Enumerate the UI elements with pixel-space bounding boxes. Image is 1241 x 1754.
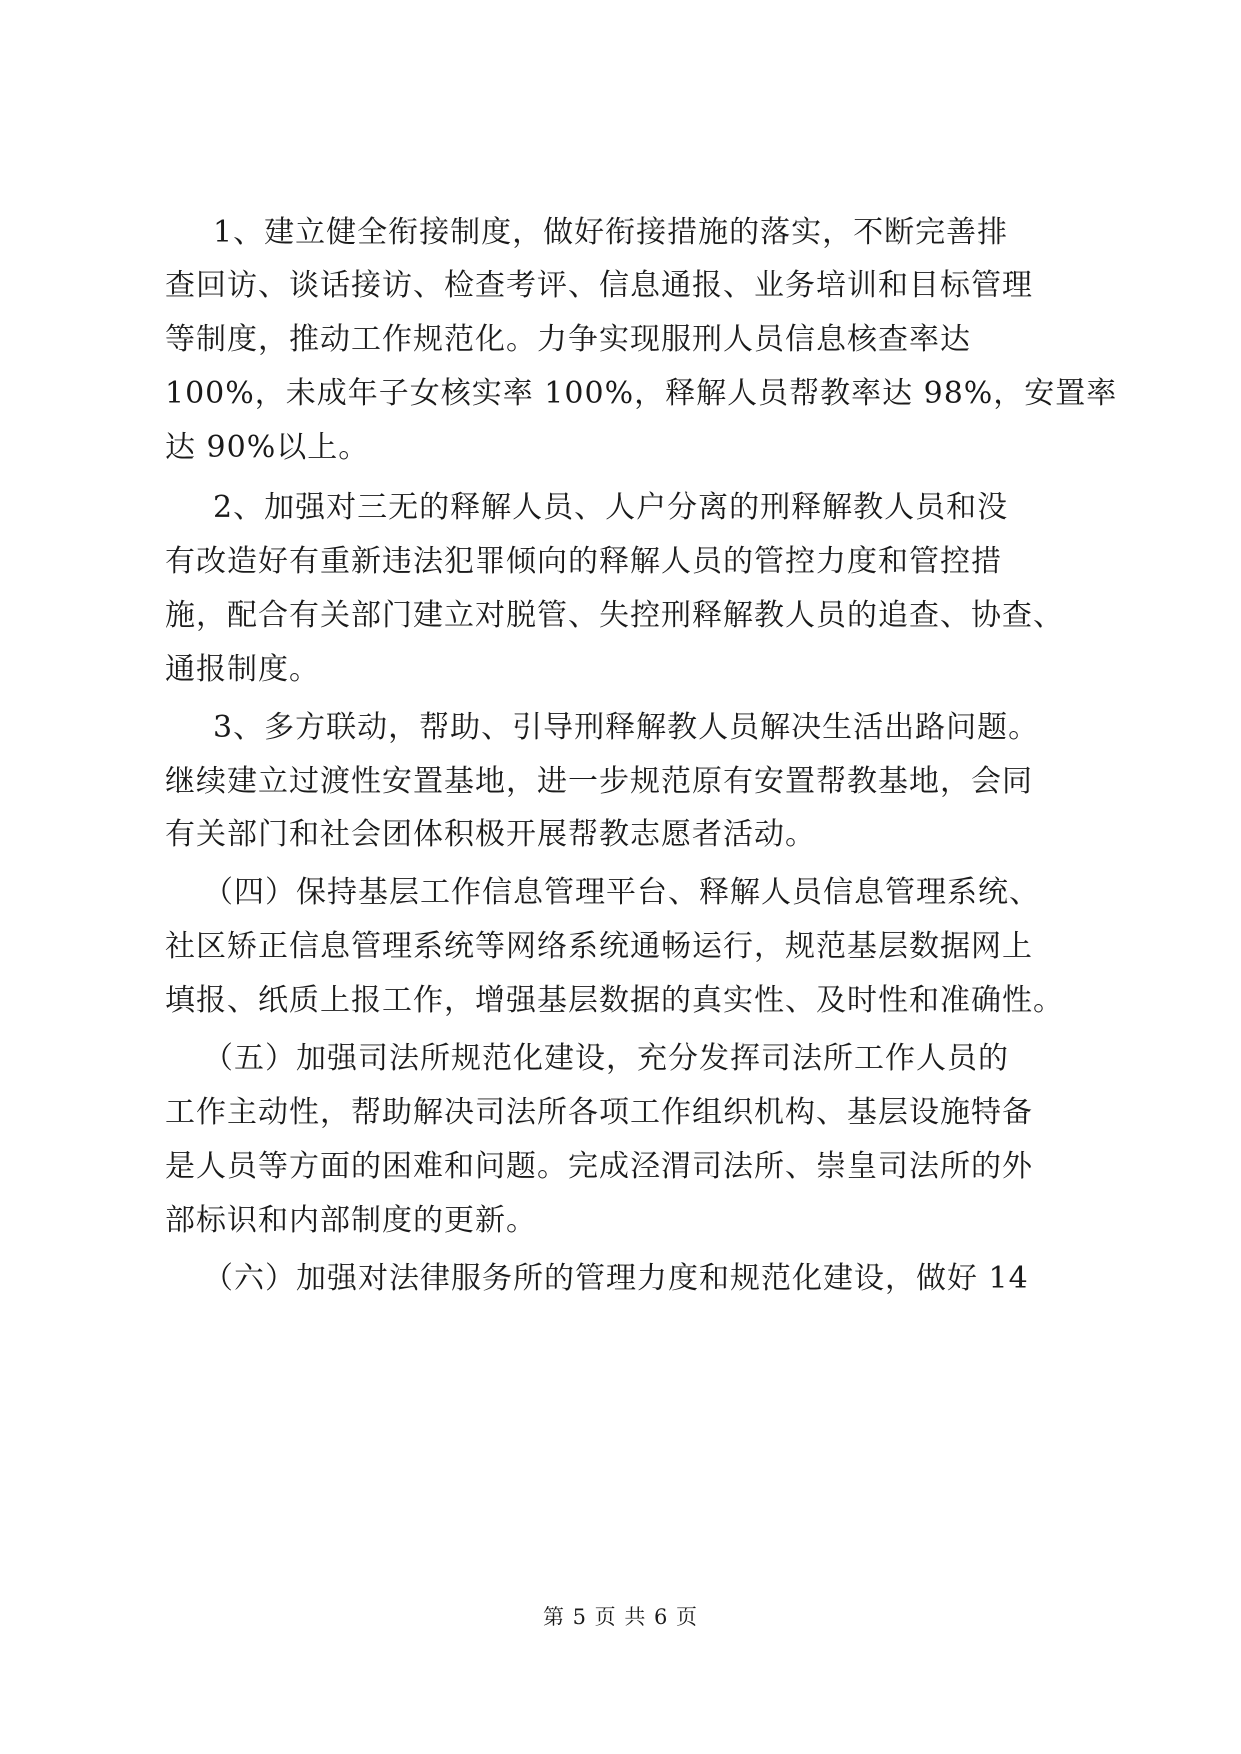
paragraph-4-line-3: 填报、纸质上报工作，增强基层数据的真实性、及时性和准确性。: [165, 983, 1064, 1018]
paragraph-6-line-1: （六）加强对法律服务所的管理力度和规范化建设，做好 14: [203, 1261, 1029, 1296]
paragraph-4-line-1: （四）保持基层工作信息管理平台、释解人员信息管理系统、: [203, 875, 1040, 910]
paragraph-3-line-2: 继续建立过渡性安置基地，进一步规范原有安置帮教基地，会同: [165, 764, 1033, 799]
paragraph-5-line-1: （五）加强司法所规范化建设，充分发挥司法所工作人员的: [203, 1041, 1009, 1076]
paragraph-1-line-1: 1、建立健全衔接制度，做好衔接措施的落实，不断完善排: [213, 215, 1009, 250]
paragraph-4-line-2: 社区矫正信息管理系统等网络系统通畅运行，规范基层数据网上: [165, 929, 1033, 964]
paragraph-1-line-2: 查回访、谈话接访、检查考评、信息通报、业务培训和目标管理: [165, 268, 1033, 303]
paragraph-2-line-3: 施，配合有关部门建立对脱管、失控刑释解教人员的追查、协查、: [165, 598, 1064, 633]
paragraph-2-line-1: 2、加强对三无的释解人员、人户分离的刑释解教人员和没: [213, 490, 1009, 525]
paragraph-5-line-3: 是人员等方面的困难和问题。完成泾渭司法所、崇皇司法所的外: [165, 1149, 1033, 1184]
paragraph-1-line-3: 等制度，推动工作规范化。力争实现服刑人员信息核查率达: [165, 322, 971, 357]
paragraph-1-line-5: 达 90%以上。: [165, 430, 370, 465]
paragraph-2-line-4: 通报制度。: [165, 652, 320, 687]
paragraph-3-line-3: 有关部门和社会团体积极开展帮教志愿者活动。: [165, 817, 816, 852]
paragraph-5-line-4: 部标识和内部制度的更新。: [165, 1203, 537, 1238]
paragraph-2-line-2: 有改造好有重新违法犯罪倾向的释解人员的管控力度和管控措: [165, 544, 1002, 579]
paragraph-5-line-2: 工作主动性，帮助解决司法所各项工作组织机构、基层设施特备: [165, 1095, 1033, 1130]
paragraph-3-line-1: 3、多方联动，帮助、引导刑释解教人员解决生活出路问题。: [213, 710, 1040, 745]
paragraph-1-line-4: 100%，未成年子女核实率 100%，释解人员帮教率达 98%，安置率: [165, 376, 1118, 411]
page-footer: 第 5 页 共 6 页: [542, 1605, 699, 1629]
